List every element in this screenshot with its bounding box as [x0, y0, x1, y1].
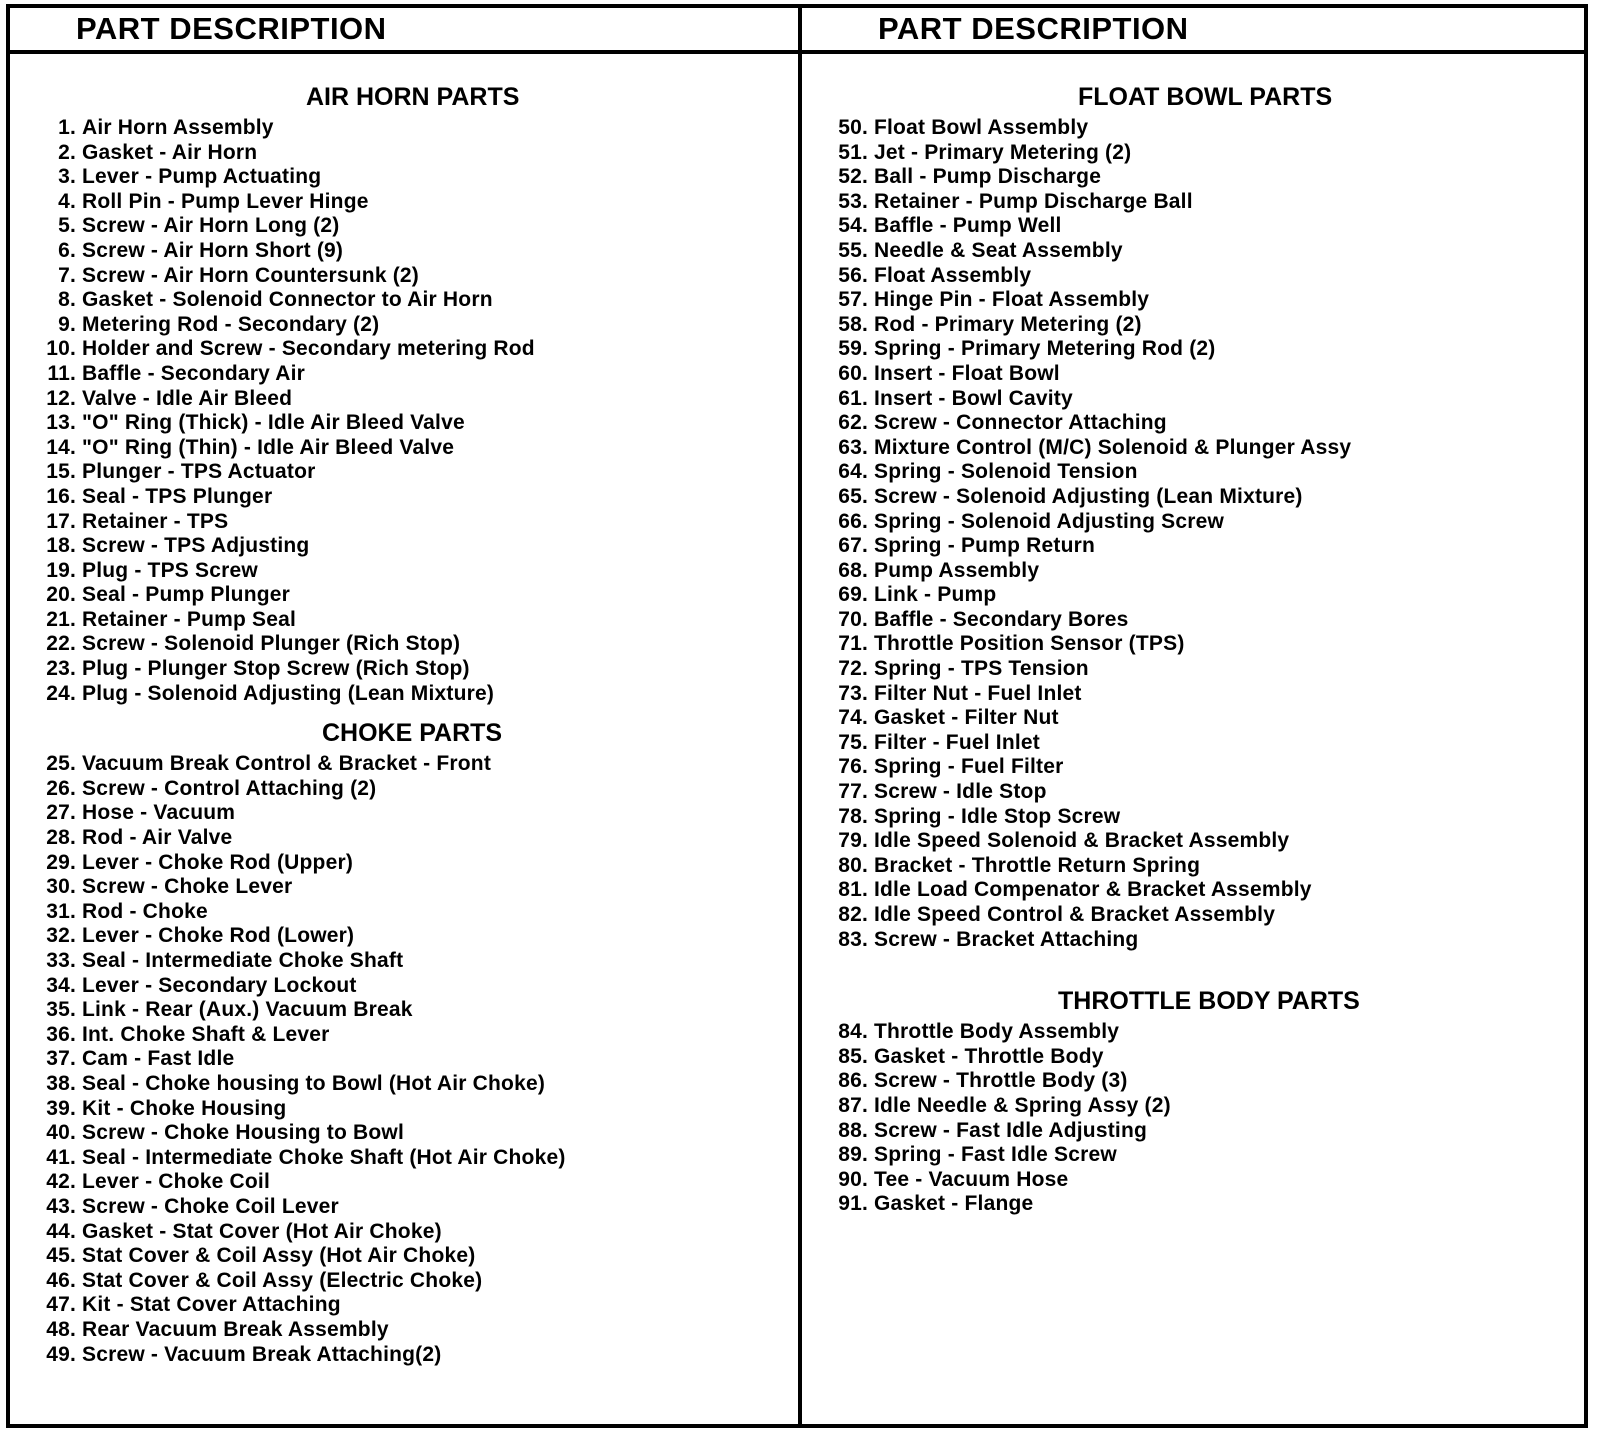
part-number: 39. — [46, 1096, 76, 1120]
part-description: Throttle Position Sensor (TPS) — [874, 632, 1185, 656]
part-item — [10, 1121, 798, 1146]
part-description: Float Assembly — [874, 263, 1032, 287]
part-description: Mixture Control (M/C) Solenoid & Plunger Assy — [874, 435, 1352, 459]
part-number: 76. — [838, 755, 868, 779]
part-description: Stat Cover & Coil Assy (Hot Air Choke) — [82, 1244, 476, 1268]
part-number: 51. — [838, 140, 868, 164]
part-description: Air Horn Assembly — [82, 116, 274, 139]
part-number: 34. — [46, 973, 76, 997]
part-number: 40. — [46, 1121, 76, 1145]
part-item — [10, 1170, 798, 1195]
part-item — [10, 559, 798, 584]
part-item — [802, 362, 1584, 387]
part-number: 18. — [46, 534, 76, 558]
part-item — [10, 1146, 798, 1171]
part-number: 5. — [58, 214, 76, 238]
part-description: Retainer - Pump Discharge Ball — [874, 189, 1193, 213]
part-item — [10, 949, 798, 974]
part-description: Spring - Fast Idle Screw — [874, 1143, 1117, 1167]
part-item — [802, 165, 1584, 190]
part-number: 82. — [838, 903, 868, 926]
part-description: Ball - Pump Discharge — [874, 165, 1102, 189]
section-title: FLOAT BOWL PARTS — [1078, 83, 1333, 111]
part-number: 29. — [46, 850, 76, 874]
part-number: 35. — [46, 998, 76, 1022]
part-description: Needle & Seat Assembly — [874, 238, 1123, 262]
part-number: 9. — [58, 312, 76, 336]
part-item — [802, 337, 1584, 362]
part-number: 8. — [58, 288, 76, 312]
part-number: 84. — [838, 1020, 868, 1044]
section-float-bowl-parts — [802, 82, 1584, 952]
part-description: Screw - TPS Adjusting — [82, 534, 310, 558]
part-item — [802, 534, 1584, 559]
part-description: Float Bowl Assembly — [874, 116, 1089, 139]
part-number: 19. — [46, 558, 76, 582]
part-number: 15. — [46, 460, 76, 484]
part-number: 68. — [838, 558, 868, 582]
part-description: Rod - Primary Metering (2) — [874, 312, 1142, 336]
part-number: 73. — [838, 681, 868, 705]
part-number: 69. — [838, 583, 868, 607]
part-number: 45. — [46, 1244, 76, 1268]
part-number: 58. — [838, 312, 868, 336]
part-description: Baffle - Secondary Bores — [874, 607, 1129, 631]
part-number: 46. — [46, 1268, 76, 1292]
part-item — [10, 608, 798, 633]
left-column — [10, 8, 802, 1424]
part-number: 12. — [46, 386, 76, 410]
part-item — [10, 1072, 798, 1097]
part-description: Lever - Pump Actuating — [82, 165, 322, 189]
part-item — [10, 337, 798, 362]
part-item — [10, 436, 798, 461]
part-item — [10, 1343, 798, 1368]
part-number: 44. — [46, 1219, 76, 1243]
part-item — [802, 805, 1584, 830]
part-number: 75. — [838, 730, 868, 754]
part-number: 50. — [838, 116, 868, 139]
part-item — [10, 510, 798, 535]
part-item — [10, 534, 798, 559]
part-number: 87. — [838, 1093, 868, 1117]
part-description: Tee - Vacuum Hose — [874, 1167, 1069, 1191]
part-description: Gasket - Flange — [874, 1192, 1034, 1216]
part-item — [802, 755, 1584, 780]
part-number: 4. — [58, 189, 76, 213]
part-description: Filter - Fuel Inlet — [874, 730, 1040, 754]
part-description: Plunger - TPS Actuator — [82, 460, 316, 484]
part-description: Gasket - Filter Nut — [874, 706, 1059, 730]
part-item — [10, 387, 798, 412]
part-number: 23. — [46, 657, 76, 681]
part-item — [802, 460, 1584, 485]
part-number: 49. — [46, 1342, 76, 1366]
part-number: 80. — [838, 853, 868, 877]
part-description: Screw - Choke Housing to Bowl — [82, 1121, 404, 1145]
part-description: Link - Pump — [874, 583, 997, 607]
part-number: 78. — [838, 804, 868, 828]
part-description: Gasket - Stat Cover (Hot Air Choke) — [82, 1219, 442, 1243]
part-item — [802, 1192, 1584, 1217]
part-description: Bracket - Throttle Return Spring — [874, 853, 1201, 877]
part-number: 20. — [46, 583, 76, 607]
part-number: 55. — [838, 238, 868, 262]
part-number: 28. — [46, 826, 76, 850]
part-item — [10, 657, 798, 682]
part-number: 90. — [838, 1167, 868, 1191]
part-description: Link - Rear (Aux.) Vacuum Break — [82, 998, 413, 1022]
part-item — [10, 1244, 798, 1269]
part-item — [10, 682, 798, 707]
part-item — [10, 998, 798, 1023]
part-description: Gasket - Throttle Body — [874, 1044, 1104, 1068]
part-item — [802, 583, 1584, 608]
part-number: 52. — [838, 165, 868, 189]
part-description: Int. Choke Shaft & Lever — [82, 1022, 330, 1046]
part-description: Vacuum Break Control & Bracket - Front — [82, 752, 492, 776]
part-description: Baffle - Pump Well — [874, 214, 1062, 238]
part-description: Screw - Connector Attaching — [874, 411, 1167, 435]
part-item — [802, 1168, 1584, 1193]
part-item — [10, 1220, 798, 1245]
part-number: 53. — [838, 189, 868, 213]
part-item — [10, 313, 798, 338]
part-description: Filter Nut - Fuel Inlet — [874, 681, 1082, 705]
part-item — [802, 878, 1584, 903]
item-list — [802, 1020, 1584, 1217]
part-number: 77. — [838, 780, 868, 804]
part-number: 66. — [838, 509, 868, 533]
section-throttle-body-parts — [802, 986, 1584, 1217]
part-item — [10, 141, 798, 166]
part-item — [802, 485, 1584, 510]
part-item — [802, 239, 1584, 264]
part-item — [10, 1097, 798, 1122]
part-description: Plug - TPS Screw — [82, 558, 258, 582]
part-description: Stat Cover & Coil Assy (Electric Choke) — [82, 1268, 483, 1292]
part-description: Rod - Choke — [82, 899, 208, 923]
part-item — [10, 214, 798, 239]
part-number: 86. — [838, 1069, 868, 1093]
part-item — [10, 583, 798, 608]
part-description: Baffle - Secondary Air — [82, 361, 306, 385]
part-description: Idle Load Compenator & Bracket Assembly — [874, 878, 1312, 902]
part-number: 31. — [46, 899, 76, 923]
part-number: 36. — [46, 1022, 76, 1046]
part-number: 21. — [46, 607, 76, 631]
parts-table — [6, 4, 1588, 1428]
part-number: 33. — [46, 949, 76, 972]
part-description: Screw - Fast Idle Adjusting — [874, 1118, 1147, 1142]
part-number: 56. — [838, 263, 868, 287]
section-air-horn-parts — [10, 82, 798, 706]
part-description: Screw - Air Horn Long (2) — [82, 214, 340, 238]
part-description: Lever - Choke Rod (Upper) — [82, 850, 354, 874]
item-list — [10, 752, 798, 1367]
part-item — [802, 116, 1584, 141]
part-description: Spring - Pump Return — [874, 534, 1095, 558]
part-description: Idle Needle & Spring Assy (2) — [874, 1093, 1171, 1117]
part-item — [10, 1293, 798, 1318]
part-description: Idle Speed Solenoid & Bracket Assembly — [874, 829, 1290, 853]
part-item — [10, 974, 798, 999]
part-number: 1. — [58, 116, 76, 139]
part-description: Roll Pin - Pump Lever Hinge — [82, 189, 369, 213]
section-title: THROTTLE BODY PARTS — [1058, 987, 1360, 1016]
part-description: Gasket - Air Horn — [82, 140, 258, 164]
part-description: Screw - Air Horn Countersunk (2) — [82, 263, 419, 287]
part-number: 27. — [46, 801, 76, 825]
item-list — [10, 116, 798, 706]
part-number: 41. — [46, 1145, 76, 1169]
part-item — [10, 485, 798, 510]
part-item — [802, 387, 1584, 412]
part-description: Hose - Vacuum — [82, 801, 236, 825]
part-description: Screw - Choke Lever — [82, 875, 293, 899]
part-description: Seal - Pump Plunger — [82, 583, 291, 607]
part-description: Gasket - Solenoid Connector to Air Horn — [82, 288, 493, 312]
part-number: 13. — [46, 411, 76, 435]
part-number: 79. — [838, 829, 868, 853]
part-item — [10, 875, 798, 900]
part-item — [802, 288, 1584, 313]
part-number: 74. — [838, 706, 868, 730]
part-item — [802, 264, 1584, 289]
column-header: PART DESCRIPTION — [10, 8, 798, 54]
part-description: Screw - Solenoid Adjusting (Lean Mixture) — [874, 484, 1303, 508]
part-item — [10, 460, 798, 485]
part-description: Screw - Solenoid Plunger (Rich Stop) — [82, 632, 461, 656]
part-number: 59. — [838, 337, 868, 361]
part-number: 32. — [46, 924, 76, 948]
column-header: PART DESCRIPTION — [802, 8, 1584, 54]
part-description: Screw - Choke Coil Lever — [82, 1194, 339, 1218]
part-description: Plug - Solenoid Adjusting (Lean Mixture) — [82, 681, 495, 705]
part-number: 24. — [46, 681, 76, 705]
part-description: Lever - Choke Coil — [82, 1170, 270, 1194]
part-description: Spring - Idle Stop Screw — [874, 804, 1121, 828]
part-number: 88. — [838, 1118, 868, 1142]
part-item — [802, 510, 1584, 535]
part-item — [10, 752, 798, 777]
part-description: Jet - Primary Metering (2) — [874, 140, 1132, 164]
part-number: 11. — [47, 361, 76, 385]
part-number: 7. — [58, 263, 76, 287]
part-item — [802, 214, 1584, 239]
part-number: 42. — [46, 1170, 76, 1194]
part-description: Spring - TPS Tension — [874, 657, 1089, 681]
part-description: Cam - Fast Idle — [82, 1047, 235, 1071]
part-item — [10, 264, 798, 289]
part-number: 54. — [838, 214, 868, 238]
right-column — [802, 8, 1584, 1424]
part-number: 10. — [46, 337, 76, 361]
part-item — [10, 924, 798, 949]
part-description: Screw - Throttle Body (3) — [874, 1069, 1128, 1093]
part-item — [802, 141, 1584, 166]
part-item — [802, 682, 1584, 707]
part-item — [10, 801, 798, 826]
part-description: Hinge Pin - Float Assembly — [874, 288, 1150, 312]
part-description: Spring - Solenoid Adjusting Screw — [874, 509, 1225, 533]
part-description: Throttle Body Assembly — [874, 1020, 1120, 1044]
part-number: 64. — [838, 460, 868, 484]
part-item — [10, 362, 798, 387]
part-item — [802, 657, 1584, 682]
part-description: Screw - Vacuum Break Attaching(2) — [82, 1342, 442, 1366]
part-item — [802, 1069, 1584, 1094]
part-description: Retainer - TPS — [82, 509, 229, 533]
part-item — [802, 1045, 1584, 1070]
part-description: Screw - Control Attaching (2) — [82, 776, 377, 800]
part-number: 25. — [46, 752, 76, 776]
part-number: 71. — [838, 632, 868, 656]
part-item — [10, 826, 798, 851]
part-item — [802, 313, 1584, 338]
part-number: 81. — [838, 878, 868, 902]
part-description: Spring - Solenoid Tension — [874, 460, 1138, 484]
part-number: 89. — [838, 1143, 868, 1167]
part-number: 38. — [46, 1071, 76, 1095]
part-description: Lever - Choke Rod (Lower) — [82, 924, 355, 948]
part-item — [10, 1269, 798, 1294]
part-number: 37. — [46, 1047, 76, 1071]
part-number: 70. — [838, 607, 868, 631]
part-description: Seal - Choke housing to Bowl (Hot Air Choke) — [82, 1071, 546, 1095]
part-item — [802, 731, 1584, 756]
part-description: Plug - Plunger Stop Screw (Rich Stop) — [82, 657, 470, 681]
part-number: 72. — [838, 657, 868, 681]
part-item — [10, 851, 798, 876]
part-item — [802, 1020, 1584, 1045]
part-description: Kit - Choke Housing — [82, 1096, 287, 1120]
part-description: Idle Speed Control & Bracket Assembly — [874, 903, 1276, 926]
part-description: Spring - Primary Metering Rod (2) — [874, 337, 1216, 361]
part-item — [10, 288, 798, 313]
part-item — [802, 436, 1584, 461]
part-number: 48. — [46, 1317, 76, 1341]
part-description: Insert - Bowl Cavity — [874, 386, 1073, 410]
part-item — [10, 1318, 798, 1343]
part-description: Screw - Bracket Attaching — [874, 927, 1139, 951]
part-item — [10, 411, 798, 436]
part-number: 62. — [838, 411, 868, 435]
part-item — [802, 1143, 1584, 1168]
part-number: 67. — [838, 534, 868, 558]
part-description: Pump Assembly — [874, 558, 1040, 582]
part-number: 22. — [46, 632, 76, 656]
part-description: "O" Ring (Thin) - Idle Air Bleed Valve — [82, 435, 455, 459]
part-item — [10, 1023, 798, 1048]
part-description: Kit - Stat Cover Attaching — [82, 1293, 341, 1317]
part-item — [802, 854, 1584, 879]
part-number: 65. — [838, 484, 868, 508]
part-description: Holder and Screw - Secondary metering Rod — [82, 337, 535, 361]
part-item — [802, 1119, 1584, 1144]
part-description: Insert - Float Bowl — [874, 361, 1060, 385]
part-item — [802, 829, 1584, 854]
part-number: 85. — [838, 1044, 868, 1068]
part-number: 83. — [838, 927, 868, 951]
part-item — [802, 928, 1584, 953]
part-description: Seal - Intermediate Choke Shaft — [82, 949, 404, 972]
part-item — [10, 190, 798, 215]
part-description: Seal - TPS Plunger — [82, 484, 273, 508]
part-description: Retainer - Pump Seal — [82, 607, 297, 631]
part-description: Screw - Idle Stop — [874, 780, 1047, 804]
part-item — [10, 900, 798, 925]
part-number: 2. — [58, 140, 76, 164]
part-item — [10, 239, 798, 264]
part-description: Valve - Idle Air Bleed — [82, 386, 293, 410]
part-item — [802, 632, 1584, 657]
part-item — [802, 190, 1584, 215]
part-item — [10, 116, 798, 141]
part-number: 60. — [838, 361, 868, 385]
part-item — [802, 559, 1584, 584]
part-number: 63. — [838, 435, 868, 459]
part-number: 17. — [46, 509, 76, 533]
part-item — [802, 706, 1584, 731]
part-description: Screw - Air Horn Short (9) — [82, 238, 344, 262]
part-item — [10, 165, 798, 190]
part-description: Seal - Intermediate Choke Shaft (Hot Air Choke) — [82, 1145, 566, 1169]
part-description: "O" Ring (Thick) - Idle Air Bleed Valve — [82, 411, 465, 435]
part-number: 26. — [46, 776, 76, 800]
part-item — [802, 780, 1584, 805]
part-item — [802, 411, 1584, 436]
part-description: Lever - Secondary Lockout — [82, 973, 357, 997]
part-description: Metering Rod - Secondary (2) — [82, 312, 380, 336]
part-number: 14. — [46, 435, 76, 459]
part-number: 57. — [838, 288, 868, 312]
part-number: 16. — [46, 484, 76, 508]
part-number: 6. — [58, 238, 76, 262]
part-item — [10, 632, 798, 657]
section-title: CHOKE PARTS — [322, 719, 503, 748]
part-description: Rear Vacuum Break Assembly — [82, 1317, 389, 1341]
part-item — [802, 903, 1584, 928]
part-item — [10, 1047, 798, 1072]
item-list — [802, 116, 1584, 952]
part-item — [10, 777, 798, 802]
part-item — [10, 1195, 798, 1220]
part-number: 30. — [46, 875, 76, 899]
section-choke-parts — [10, 718, 798, 1367]
section-title: AIR HORN PARTS — [306, 83, 520, 111]
part-description: Rod - Air Valve — [82, 826, 233, 850]
part-number: 61. — [838, 386, 868, 410]
part-number: 47. — [46, 1293, 76, 1317]
part-description: Spring - Fuel Filter — [874, 755, 1064, 779]
part-item — [802, 1094, 1584, 1119]
part-number: 43. — [46, 1194, 76, 1218]
part-number: 91. — [838, 1192, 868, 1216]
part-item — [802, 608, 1584, 633]
part-number: 3. — [58, 165, 76, 189]
